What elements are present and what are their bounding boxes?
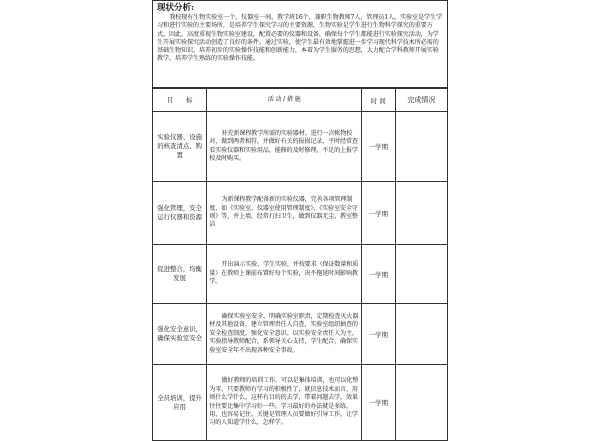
header-done: 完成情况 bbox=[395, 89, 447, 112]
header-target: 目 标 bbox=[153, 89, 207, 112]
row-done bbox=[395, 304, 447, 365]
status-text: 我校现有生物实验室一个，仪器室一间，教学班16个，兼职生物教师7人，管理员1人。实验室是学生学习和进行实验的主要场所，是培养学生探究学习的主要资源，生物实验是学生进行生物科学探究的重要方式。因此，高度重视生物实验室建设，配置必要的仪器和设备，确保每个学生都能进行实验探究活动，为学生开展实验探究活动创造了良好的条件。通过实验，使学生最有效地掌握进一步学习现代科学技术所必需的基础生物知识，培养初步的实验操作技能和创新能力，本着为学生服务的思想，大力配合学科教师开展实验教学，培养学生熟练的实验操作技能。 bbox=[157, 14, 443, 63]
row-activity: 确保实验室安全，明确实验室职责，定期检查灭火器材及其他设备，建立管理责任人自查，实验室组织抽查的安全检查制度，强化安全意识。以实验安全责任人为主，实验指导教师配合，系领导关心支持，学生配合，确保实验室安全年不出现各种安全事故。 bbox=[207, 304, 362, 365]
row-activity: 做好教师的培训工作，可以是集体培训，也可以化整为零，只要教师有学习的积极性了，就信息技术而言，用则什么学什么，这样有目的的去学，带着问题去学，效果往往要比集中学习好一些。学习最好的办法就是多练，用，也容易记住。关键是管理人员要做好引导工作，让学习的人知道学什么，怎样学。 bbox=[207, 365, 362, 441]
row-done bbox=[395, 182, 447, 245]
row-target: 实验仪器、设施的核查清点、购置 bbox=[153, 112, 207, 182]
row-target: 强化安全意识，确保实验室安全 bbox=[153, 304, 207, 365]
status-title: 现状分析: bbox=[157, 3, 195, 13]
plan-table bbox=[152, 88, 448, 441]
table-row bbox=[153, 182, 448, 245]
row-done bbox=[395, 365, 447, 441]
row-time: 一学期 bbox=[361, 112, 395, 182]
row-done bbox=[395, 245, 447, 304]
row-time: 一学期 bbox=[361, 245, 395, 304]
table-row bbox=[153, 365, 448, 441]
status-analysis-section bbox=[152, 0, 448, 88]
table-row bbox=[153, 245, 448, 304]
row-time: 一学期 bbox=[361, 365, 395, 441]
row-target: 强化管理，安全运行仪器和资源 bbox=[153, 182, 207, 245]
header-activity: 活 动 / 措 施 bbox=[207, 89, 362, 112]
table-row bbox=[153, 112, 448, 182]
row-done bbox=[395, 112, 447, 182]
table-header-row bbox=[153, 89, 448, 112]
row-activity: 为新课程教学配备新的实验仪器，完善各项管理制度，如《实验室、仪器室使用管理制度》、《实验室安全守则》等，并上墙，经常打扫卫生，做到仪器无尘、教室整洁 bbox=[207, 182, 362, 245]
row-activity: 补充新课程教学所需的实验器材。进行一次帐物校对，做到两者相符，并做好有关的报损记录，平时经常查看实验仪器和实验用品，能修的及时修理，不足的上报学校及时购买。 bbox=[207, 112, 362, 182]
row-target: 促进整合，均衡发展 bbox=[153, 245, 207, 304]
row-activity: 开出演示实验、学生实验，并按要求（保证数量和质量）在教师上课前布置好每个实验，决不拖延时间影响教学。 bbox=[207, 245, 362, 304]
header-time: 时 间 bbox=[361, 89, 395, 112]
row-time: 一学期 bbox=[361, 182, 395, 245]
document-page bbox=[152, 0, 450, 427]
table-row bbox=[153, 304, 448, 365]
row-time: 一学期 bbox=[361, 304, 395, 365]
row-target: 全员培训，提升应用 bbox=[153, 365, 207, 441]
